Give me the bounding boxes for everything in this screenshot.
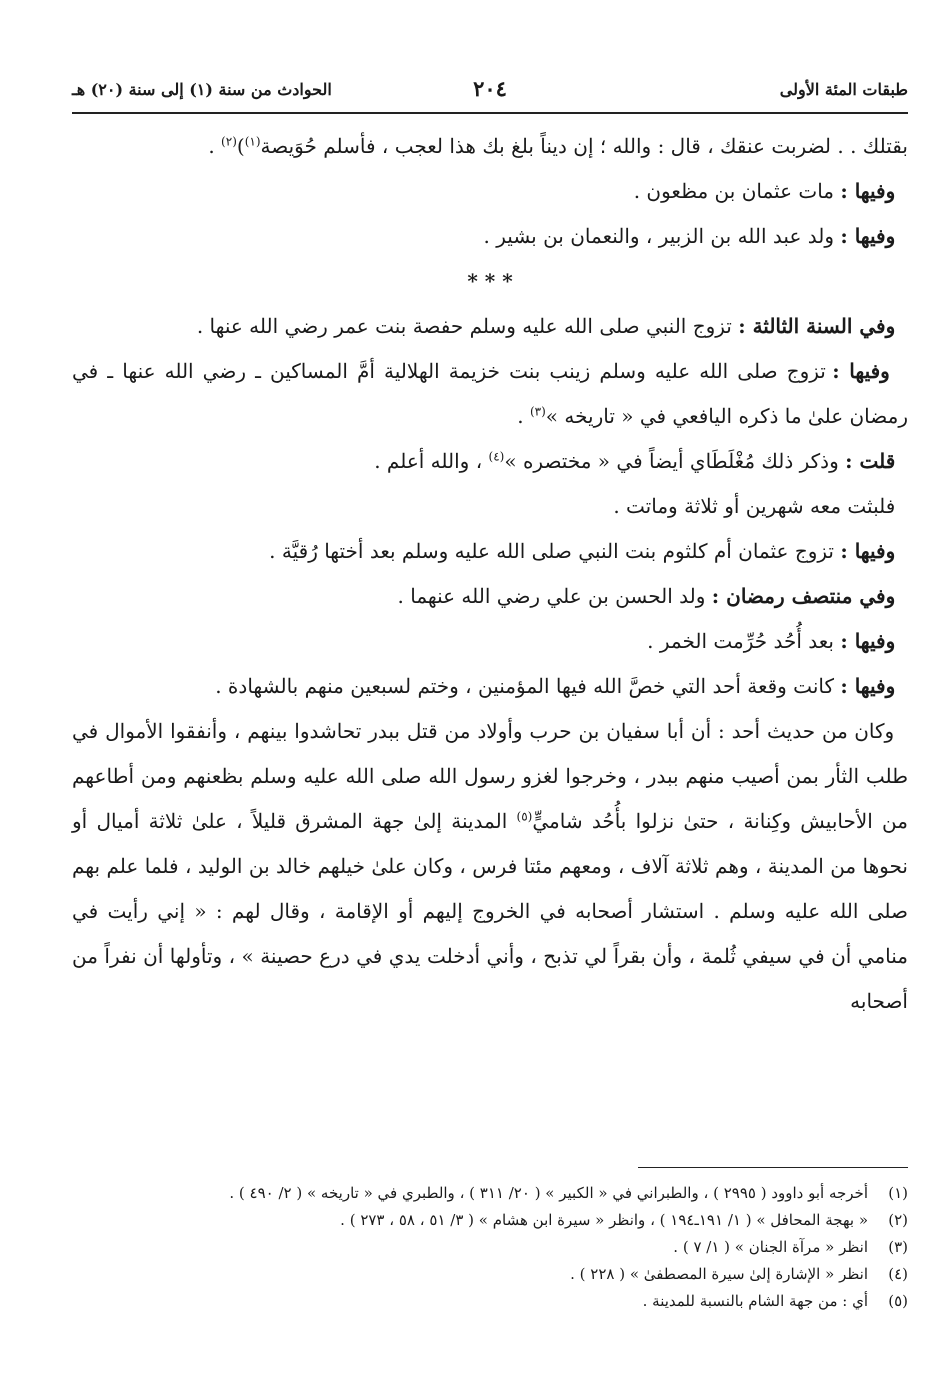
running-header	[72, 78, 908, 106]
text-run: .	[208, 134, 222, 158]
paragraph	[72, 169, 908, 214]
text-run: فلبثت معه شهرين أو ثلاثة وماتت .	[613, 494, 896, 518]
footnote-number: (١)	[888, 1184, 908, 1202]
paragraph	[72, 304, 908, 349]
label: وفيها :	[840, 539, 896, 563]
label: وفيها :	[840, 629, 896, 653]
label: قلت :	[845, 449, 896, 473]
footnote-text: انظر « مرآة الجنان » ( ١/ ٧ ) .	[673, 1238, 868, 1256]
footnote-number: (٣)	[888, 1238, 908, 1256]
footnote-rule	[638, 1167, 908, 1168]
paragraph	[72, 529, 908, 574]
footnote-number: (٤)	[888, 1265, 908, 1283]
footnote-ref: (٥)	[516, 809, 533, 824]
main-text	[72, 124, 908, 1024]
text-run: بعد أُحُد حُرِّمت الخمر .	[647, 629, 841, 653]
footnote	[72, 1261, 908, 1288]
label: وفيها :	[840, 179, 896, 203]
footnote-ref: (٣)	[529, 404, 546, 419]
paragraph	[72, 619, 908, 664]
text-run: وكان من حديث أحد : أن أبا سفيان بن حرب وأولاد من قتل ببدر تحاشدوا بينهم ، وأنفقوا الأموال في طلب الثأر بمن أصيب منهم ببدر ، وخرجوا لغزو رسول الله صلى الله عليه وسلم بظعنهم ومن أطاعهم من الأحابيش وكِنانة ، حتىٰ نزلوا بأُحُد شاميٍّ	[72, 719, 908, 833]
footnote-number: (٥)	[888, 1292, 908, 1310]
footnote-ref: (٤)	[488, 449, 505, 464]
text-run: تزوج النبي صلى الله عليه وسلم حفصة بنت عمر رضي الله عنها .	[196, 314, 739, 338]
page-number: ٢٠٤	[473, 76, 507, 101]
label: وفيها :	[840, 674, 896, 698]
footnote-ref: (١)	[244, 134, 261, 149]
footnotes	[72, 1180, 908, 1315]
footnote	[72, 1234, 908, 1261]
text-run: )	[236, 134, 245, 158]
label: وفيها :	[832, 359, 890, 383]
text-run: تزوج عثمان أم كلثوم بنت النبي صلى الله عليه وسلم بعد أختها رُقيَّة .	[269, 539, 841, 563]
paragraph	[72, 124, 908, 169]
text-run: ، والله أعلم .	[374, 449, 489, 473]
paragraph	[72, 439, 908, 484]
text-run: تزوج صلى الله عليه وسلم زينب بنت خزيمة الهلالية أمَّ المساكين ـ رضي الله عنها ـ في رمضان علىٰ ما ذكره اليافعي في « تاريخه »	[72, 359, 908, 428]
header-rule	[72, 112, 908, 114]
text-run: ولد عبد الله بن الزبير ، والنعمان بن بشير .	[483, 224, 841, 248]
footnote	[72, 1180, 908, 1207]
text-run: مات عثمان بن مظعون .	[633, 179, 841, 203]
text-run: بقتلك . . لضربت عنقك ، قال : والله ؛ إن ديناً بلغ بك هذا لعجب ، فأسلم حُوَيصة	[260, 134, 908, 158]
footnote	[72, 1207, 908, 1234]
footnote-text: « بهجة المحافل » ( ١/ ١٩١ـ١٩٤ ) ، وانظر « سيرة ابن هشام » ( ٣/ ٥١ ، ٥٨ ، ٢٧٣ ) .	[340, 1211, 868, 1229]
section-divider: * * *	[467, 269, 513, 293]
label: وفي السنة الثالثة :	[738, 314, 896, 338]
footnote-text: انظر « الإشارة إلىٰ سيرة المصطفىٰ » ( ٢٢٨ ) .	[570, 1265, 868, 1283]
paragraph	[72, 709, 908, 1024]
text-run: المدينة إلىٰ جهة المشرق قليلاً ، علىٰ ثلاثة أميال أو نحوها من المدينة ، وهم ثلاثة آلاف ، ومعهم مئتا فرس ، وكان علىٰ خيلهم خالد بن الوليد ، فلما علم بهم صلى الله عليه وسلم . استشار أصحابه في الخروج إليهم أو الإقامة ، وقال لهم : « إني رأيت في منامي أن في سيفي ثُلمة ، وأن بقراً لي تذبح ، وأني أدخلت يدي في درع حصينة » ، وتأولها أن نفراً من أصحابه	[72, 809, 908, 1013]
footnote-ref: (٢)	[221, 134, 237, 149]
text-run: .	[517, 404, 530, 428]
book-title: طبقات المئة الأولى	[779, 80, 908, 99]
text-run: كانت وقعة أحد التي خصَّ الله فيها المؤمنين ، وختم لسبعين منهم بالشهادة .	[215, 674, 841, 698]
footnote-text: أخرجه أبو داوود ( ٢٩٩٥ ) ، والطبراني في « الكبير » ( ٢٠/ ٣١١ ) ، والطبري في « تاريخه » ( ٢/ ٤٩٠ ) .	[229, 1184, 868, 1202]
label: وفي منتصف رمضان :	[711, 584, 896, 608]
footnote-number: (٢)	[888, 1211, 908, 1229]
footnote	[72, 1288, 908, 1315]
paragraph	[72, 484, 908, 529]
chapter-range: الحوادث من سنة (١) إلى سنة (٢٠) هـ	[72, 80, 332, 99]
label: وفيها :	[840, 224, 896, 248]
paragraph	[72, 349, 908, 439]
paragraph	[72, 664, 908, 709]
text-run: ولد الحسن بن علي رضي الله عنهما .	[397, 584, 712, 608]
paragraph	[72, 214, 908, 259]
paragraph	[72, 574, 908, 619]
footnote-text: أي : من جهة الشام بالنسبة للمدينة .	[642, 1292, 868, 1310]
text-run: وذكر ذلك مُغْلَطَاي أيضاً في « مختصره »	[504, 449, 846, 473]
